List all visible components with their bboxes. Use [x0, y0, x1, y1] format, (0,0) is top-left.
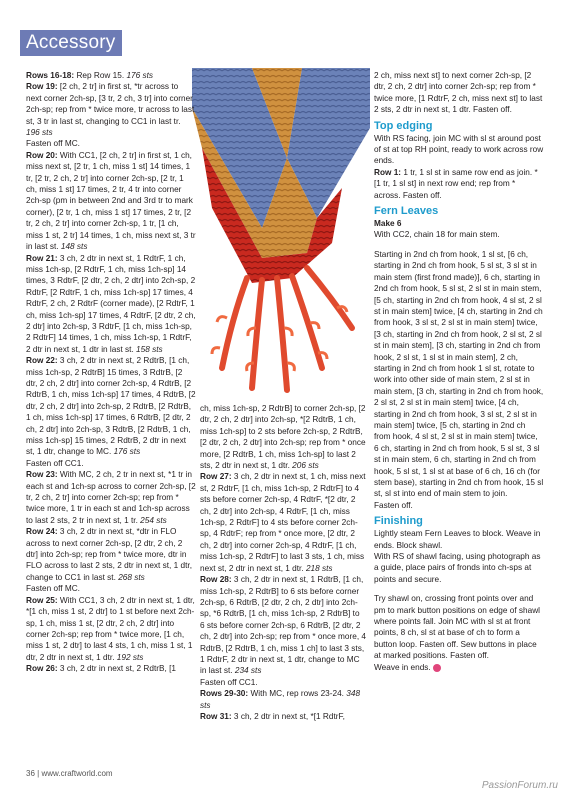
instruction-row: Row 25: With CC1, 3 ch, 2 dtr in next st, 1 dtr, *[1 ch, miss 1 st, 2 dtr] to 1 st before next 2ch-sp, 1 ch, miss 1 st, [2 dtr, 2 ch, 2 dtr] into corner 2ch-sp; rep from * twice more, [1 ch, miss 1 st, 2 dtr] to last 4 sts, 1 ch, miss 1 st, 1 dtr, 2 dtr in next st, 1 dtr. 192 sts [26, 595, 195, 662]
end-mark-icon [433, 664, 441, 672]
fern-make: Make 6 [374, 219, 402, 229]
finishing-p4-line [374, 662, 544, 673]
instruction-row: Rows 29-30: With MC, rep rows 23-24. 348 sts [200, 689, 361, 710]
shawl-fern-photo [192, 68, 370, 398]
instruction-row: Row 28: 3 ch, 2 dtr in next st, 1 RdtrB, [1 ch, miss 1ch-sp, 2 RdtrB] to 6 sts before corner 2ch-sp, 6 RdtrB, [2 dtr, 2 ch, 2 dtr] into 2ch-sp, *6 RdtrB, [1 ch, miss 1ch-sp, 2 RdtrB] to 6 sts before corner 2ch-sp, 6 RdtrB, [2 dtr, 2 ch, 2 dtr] into 2ch-sp; rep from * once more, 4 RdtrB, [2 RdtrB, 1 ch, miss 1 ch] to last 3 sts, 1 RdtrF, 2 dtr in next st, 1 dtr, change to MC in last st. 234 sts [200, 575, 366, 676]
instruction-row: Row 21: 3 ch, 2 dtr in next st, 1 RdtrF, 1 ch, miss 1ch-sp, [2 RdtrF, 1 ch, miss 1ch-sp] 14 times, 3 RdtrF, [2 dtr, 2 ch, 2 dtr] into 2ch-sp, 2 RdtrF, [2 RdtrF, 1 ch, miss 1ch-sp] 17 times, 4 RdtrF, 2 ch, 2 RdtrF (corner made), [2 RdtrF, 1 ch, miss 1ch-sp] 17 times, 4 RdtrF, [2 dtr, 2 ch, 2 dtr] into 2ch-sp, 3 RdtrF, [1 ch, miss 1ch-sp, 2 RdtrF] 14 times, 1 ch, miss 1ch-sp, 1 RdtrF, 2 dtr in next st, 1 dtr in last st. 158 sts [26, 253, 196, 354]
top-edging-row1: Row 1: 1 tr, 1 sl st in same row end as join. *[1 tr, 1 sl st] in next row end; rep from * across. Fasten off. [374, 167, 538, 200]
top-edging-heading: Top edging [374, 119, 433, 132]
fern-intro: With CC2, chain 18 for main stem. [374, 230, 500, 240]
finishing-heading: Finishing [374, 515, 423, 528]
instruction-row: Row 23: With MC, 2 ch, 2 tr in next st, *1 tr in each st and 1ch-sp across to corner 2ch-sp, [2 tr, 2 ch, 2 tr] into corner 2ch-sp; rep from * twice more, 1 tr in each st and 1ch-sp across to last 2 sts, 2 tr in next st, 1 tr. 254 sts [26, 470, 196, 525]
finishing-p2: With RS of shawl facing, using photograph as a guide, place pairs of fronds into ch-sps at points and secure. [374, 552, 541, 584]
instruction-row: Row 19: [2 ch, 2 tr] in first st, *tr across to next corner 2ch-sp, [3 tr, 2 ch, 3 tr] into corner 2ch-sp; rep from * twice more, tr across to last st, 3 tr in last st, changing to CC1 in last tr. 196 sts [26, 82, 195, 138]
instruction-row: 2 ch, miss next st] to next corner 2ch-sp, [2 dtr, 2 ch, 2 dtr] into corner 2ch-sp; rep from * twice more, [1 RdtrF, 2 ch, miss next st] to last 2 sts, 2 dtr in next st, 1 dtr. Fasten off. [374, 71, 543, 115]
top-edging-intro: With RS facing, join MC with sl st around post of st at top RH point, ready to work across row ends. [374, 133, 544, 166]
instruction-row: Fasten off MC. [26, 584, 80, 594]
footer-url[interactable]: www.craftworld.com [41, 769, 113, 778]
fern-body: Starting in 2nd ch from hook, 1 sl st, [6 ch, starting in 2nd ch from hook, 5 sl st, 3 sl st in main stem (first frond made)], 6 ch, starting in 2nd ch from hook, 5 sl st, 2 sl st in main stem, [5 ch, starting in 2nd ch from hook, 4 sl st, 2 sl st in main stem] twice, [4 ch, starting in 2nd ch from hook, 3 sl st, 2 sl st in main stem] twice, [3 ch, starting in 2nd ch from hook, 2 sl st, 2 sl st in main stem], [3 ch, starting in 2nd ch from hook, 2 sl st, 1 sl st in main stem], 2 ch, starting in 2nd ch from hook 1 sl st, rotate to work into other side of main stem, 2 sl st in main stem, [3 ch, starting in 2nd ch from hook, 2 sl st, 2 sl st in main stem] twice, [4 ch, starting in 2nd ch from hook, 3 sl st, 2 sl st in main stem] twice, [5 ch, starting in 2nd ch from hook, 4 sl st, 2 sl st in main stem] twice, 6 ch, starting in 2nd ch from hook, 5 sl st, 3 sl st in main stem, 6 ch, starting in 2nd ch from hook, 5 sl st, 1 sl st at base of 6 ch, 16 ch (for stem base), starting in 2nd ch from hook, 15 sl st, sl st into end of main stem to join. [374, 249, 544, 499]
page-footer [26, 769, 113, 778]
instruction-row: ch, miss 1ch-sp, 2 RdtrB] to corner 2ch-sp, [2 dtr, 2 ch, 2 dtr] into 2ch-sp, *[2 RdtrB, 1 ch, miss 1ch-sp] to 2 sts before 2ch-sp, 2 RdtrB, [2 dtr, 2 ch, 2 dtr] into 2ch-sp; rep from * once more, [2 RdtrB, 1 ch, miss 1ch-sp] to last 2 sts, 2 dtr in next st, 1 dtr. 206 sts [200, 404, 366, 471]
section-header [20, 30, 122, 56]
finishing-p3: Try shawl on, crossing front points over and pm to mark button positions on edge of shawl where points fall. Join MC with sl st at front points, 8 ch, sl st at base of ch to form a button loop. Fasten off. Sew buttons in place at marked positions. Fasten off. [374, 594, 541, 661]
watermark: PassionForum.ru [481, 780, 558, 791]
instruction-row: Row 26: 3 ch, 2 dtr in next st, 2 RdtrB, [1 [26, 664, 176, 674]
finishing-p1: Lightly steam Fern Leaves to block. Weave in ends. Block shawl. [374, 529, 541, 550]
instructions-column-1 [26, 70, 196, 675]
page-number: 36 [26, 769, 35, 778]
instruction-row: Row 22: 3 ch, 2 dtr in next st, 2 RdtrB, [1 ch, miss 1ch-sp, 2 RdtrB] 15 times, 3 RdtrB, [2 dtr, 2 ch, 2 dtr] into corner 2ch-sp, 4 RdtrB, [2 RdtrB, 1 ch, miss 1ch-sp] 17 times, 4 RdtrB, [2 dtr, 2 ch, 2 dtr] into 2ch-sp, 2 RdtrB, [2 RdtrB, 1 ch, miss 1ch-sp] 17 times, 6 RdtrB, [2 dtr, 2 ch, 2 dtr] into 2ch-sp, 3 RdtrB, [2 RdtrB, 1 ch, miss 1ch-sp] 15 times, 2 RdtrB, 2 dtr in next st, 1 dtr, change to MC. 176 sts [26, 356, 196, 457]
section-title: Accessory [26, 32, 116, 53]
instruction-row: Row 31: 3 ch, 2 dtr in next st, *[1 RdtrF, [200, 711, 345, 721]
instruction-row: Row 27: 3 ch, 2 dtr in next st, 1 ch, miss next st, 2 RdtrF, [1 ch, miss 1ch-sp, 2 RdtrF] to 4 sts before corner 2ch-sp, 4 RdtrF, *[2 dtr, 2 ch, 2 dtr] into 2ch-sp, 4 RdtrF, [1 ch, miss 1ch-sp, 2 RdtrF] to 4 sts before corner 2ch-sp, 4 RdtrF; rep from * once more, [2 dtr, 2 ch, 2 dtr] into corner 2ch-sp, 4 RdtrF, [1 ch, miss 1ch-sp, 2 RdtrF] to last 3 sts, 1 ch, miss next st, 2 dtr in next st, 1 dtr. 218 sts [200, 472, 366, 573]
instruction-row: Rows 16-18: Rep Row 15. 176 sts [26, 71, 154, 80]
instructions-column-2 [200, 403, 366, 722]
instruction-row: Row 24: 3 ch, 2 dtr in next st, *dtr in FLO across to next corner 2ch-sp, [2 dtr, 2 ch, 2 dtr] into 2ch-sp; rep from * twice more, dtr in FLO across to last 2 sts, 2 dtr in next st, 1 dtr, change to CC1 in last st. 268 sts [26, 527, 192, 582]
instruction-row: Fasten off CC1. [26, 458, 84, 468]
fern-end: Fasten off. [374, 500, 413, 510]
instruction-row: Row 20: With CC1, [2 ch, 2 tr] in first st, 1 ch, miss next st, [2 tr, 1 ch, miss 1 st] 14 times, 1 tr, [2 tr, 2 ch, 2 tr] into corner 2ch-sp, [2 tr, 1 ch, miss 1 st] 17 times, 2 tr, 4 tr into corner 2ch-sp (pm in between 2nd and 3rd tr to mark corner), [2 tr, 1 ch, miss 1 st] 17 times, 2 tr, [2 tr, 2 ch, 2 tr] into corner 2ch-sp, 1 tr, [1 ch, miss 1 st, 2 tr] 14 times, 1 ch, miss next st, 3 tr in last st. 148 sts [26, 150, 196, 252]
instruction-row: Fasten off CC1. [200, 677, 258, 687]
footer-separator: | [37, 769, 40, 778]
instruction-row: Fasten off MC. [26, 139, 80, 149]
instructions-column-3 [374, 70, 544, 673]
finishing-p4: Weave in ends. [374, 662, 431, 672]
fern-heading: Fern Leaves [374, 205, 439, 218]
